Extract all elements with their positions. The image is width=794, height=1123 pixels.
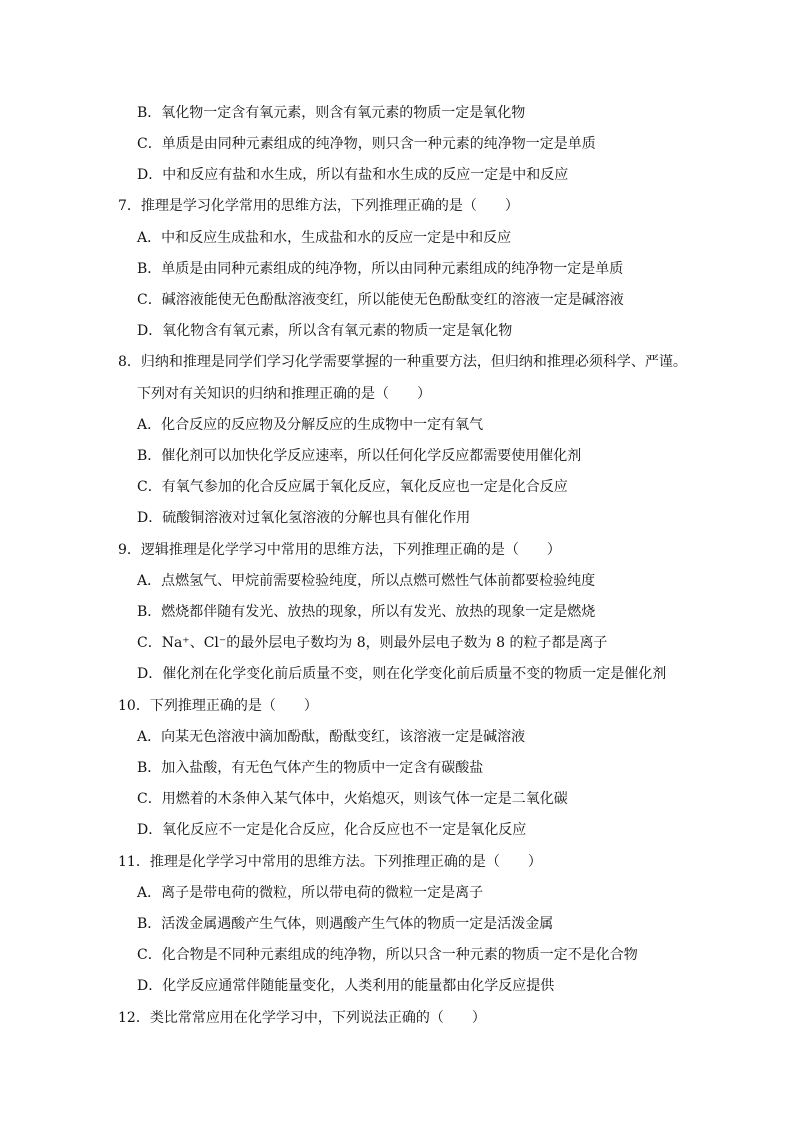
q9-option-c: C．Na⁺、Cl⁻的最外层电子数均为 8，则最外层电子数为 8 的粒子都是离子 xyxy=(137,635,608,651)
q8-option-b: B．催化剂可以加快化学反应速率，所以任何化学反应都需要使用催化剂 xyxy=(137,448,582,464)
q6-option-b: B．氧化物一定含有氧元素，则含有氧元素的物质一定是氧化物 xyxy=(137,105,526,121)
q11-stem: 11．推理是化学学习中常用的思维方法。下列推理正确的是（ ） xyxy=(118,854,542,870)
q9-option-a: A．点燃氢气、甲烷前需要检验纯度，所以点燃可燃性气体前都要检验纯度 xyxy=(137,573,596,589)
q10-stem: 10．下列推理正确的是（ ） xyxy=(118,698,318,714)
q10-option-b: B．加入盐酸，有无色气体产生的物质中一定含有碳酸盐 xyxy=(137,760,484,776)
q7-option-d: D．氧化物含有氧元素，所以含有氧元素的物质一定是氧化物 xyxy=(137,323,513,339)
q8-stem: 8．归纳和推理是同学们学习化学需要掌握的一种重要方法，但归纳和推理必须科学、严谨。 xyxy=(118,354,687,370)
q10-option-d: D．氧化反应不一定是化合反应，化合反应也不一定是氧化反应 xyxy=(137,822,527,838)
q7-option-a: A．中和反应生成盐和水，生成盐和水的反应一定是中和反应 xyxy=(137,230,512,246)
q11-option-a: A．离子是带电荷的微粒，所以带电荷的微粒一定是离子 xyxy=(137,885,484,901)
q8-stem-continued: 下列对有关知识的归纳和推理正确的是（ ） xyxy=(137,386,431,402)
q11-option-c: C．化合物是不同种元素组成的纯净物，所以只含一种元素的物质一定不是化合物 xyxy=(137,947,638,963)
q7-stem: 7．推理是学习化学常用的思维方法，下列推理正确的是（ ） xyxy=(118,198,519,214)
q10-option-c: C．用燃着的木条伸入某气体中，火焰熄灭，则该气体一定是二氧化碳 xyxy=(137,791,568,807)
q6-option-c: C．单质是由同种元素组成的纯净物，则只含一种元素的纯净物一定是单质 xyxy=(137,136,596,152)
q9-stem: 9．逻辑推理是化学学习中常用的思维方法，下列推理正确的是（ ） xyxy=(118,542,561,558)
q7-option-b: B．单质是由同种元素组成的纯净物，所以由同种元素组成的纯净物一定是单质 xyxy=(137,261,624,277)
q8-option-a: A．化合反应的反应物及分解反应的生成物中一定有氧气 xyxy=(137,417,484,433)
q9-option-d: D．催化剂在化学变化前后质量不变，则在化学变化前后质量不变的物质一定是催化剂 xyxy=(137,666,667,682)
q8-option-d: D．硫酸铜溶液对过氧化氢溶液的分解也具有催化作用 xyxy=(137,510,471,526)
q11-option-d: D．化学反应通常伴随能量变化，人类利用的能量都由化学反应提供 xyxy=(137,978,555,994)
q9-option-b: B．燃烧都伴随有发光、放热的现象，所以有发光、放热的现象一定是燃烧 xyxy=(137,604,596,620)
q12-stem: 12．类比常常应用在化学学习中，下列说法正确的（ ） xyxy=(118,1010,486,1026)
q10-option-a: A．向某无色溶液中滴加酚酞，酚酞变红，该溶液一定是碱溶液 xyxy=(137,729,526,745)
q8-option-c: C．有氧气参加的化合反应属于氧化反应，氧化反应也一定是化合反应 xyxy=(137,479,568,495)
q6-option-d: D．中和反应有盐和水生成，所以有盐和水生成的反应一定是中和反应 xyxy=(137,167,569,183)
q11-option-b: B．活泼金属遇酸产生气体，则遇酸产生气体的物质一定是活泼金属 xyxy=(137,916,554,932)
q7-option-c: C．碱溶液能使无色酚酞溶液变红，所以能使无色酚酞变红的溶液一定是碱溶液 xyxy=(137,292,624,308)
